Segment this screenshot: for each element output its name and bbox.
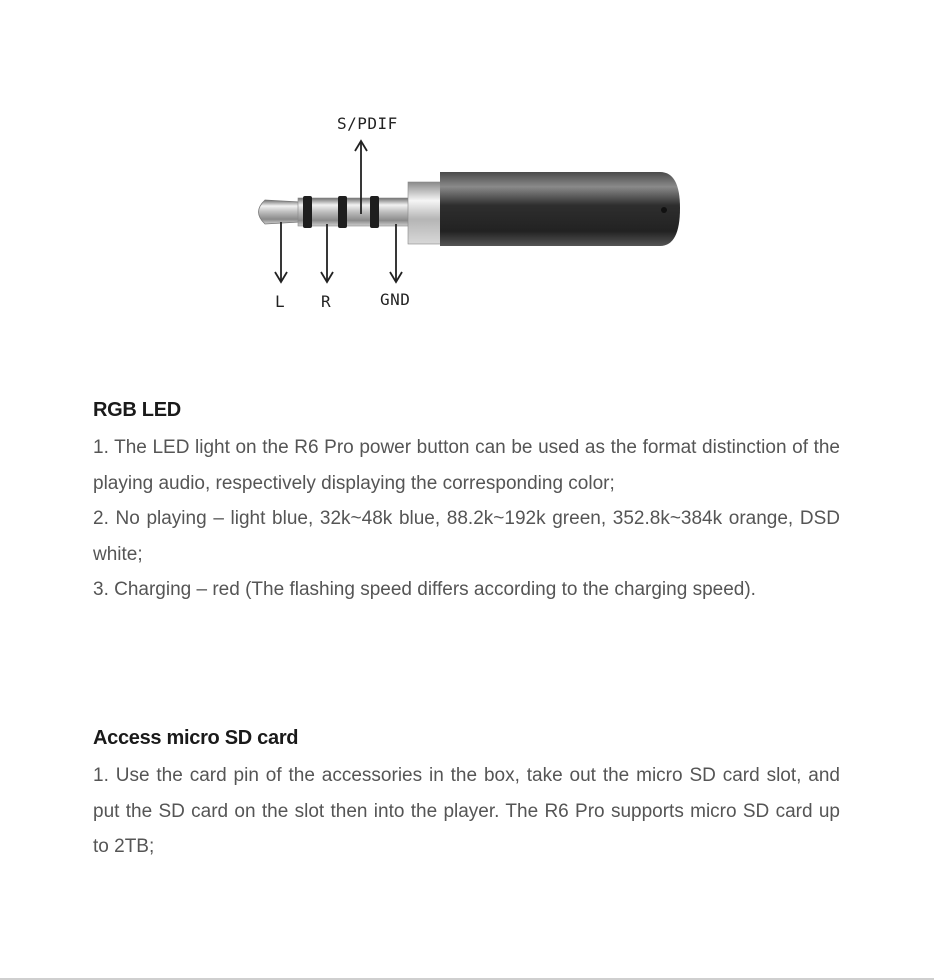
- rgb-led-paragraph-1: 1. The LED light on the R6 Pro power button can be used as the format distinction of the playing audio, respectively displaying the corresponding color;: [93, 437, 840, 494]
- spdif-label: S/PDIF: [337, 114, 398, 133]
- plug-tip: [259, 200, 301, 224]
- left-channel-label: L: [275, 292, 286, 311]
- sd-card-paragraph-1: 1. Use the card pin of the accessories in the box, take out the micro SD card slot, and put the SD card on the slot then into the player. The R6 Pro supports micro SD card up to 2TB;: [93, 765, 840, 857]
- insulator-ring-2: [338, 196, 347, 228]
- ground-label: GND: [380, 290, 411, 309]
- sd-card-heading: Access micro SD card: [93, 727, 299, 749]
- insulator-ring-1: [303, 196, 312, 228]
- right-channel-label: R: [321, 292, 332, 311]
- rgb-led-heading: RGB LED: [93, 399, 181, 421]
- rgb-led-paragraph-3: 3. Charging – red (The flashing speed differs according to the charging speed).: [93, 579, 756, 600]
- plug-barrel: [440, 172, 680, 246]
- plug-shaft: [298, 198, 410, 226]
- plug-collar: [408, 182, 444, 244]
- headphone-jack-diagram: [0, 0, 934, 360]
- rgb-led-paragraph-2: 2. No playing – light blue, 32k~48k blue, 88.2k~192k green, 352.8k~384k orange, DSD white;: [93, 508, 840, 565]
- insulator-ring-3: [370, 196, 379, 228]
- trrs-plug-image: [0, 0, 934, 360]
- sd-card-section: [93, 727, 840, 865]
- rgb-led-section: [93, 399, 840, 608]
